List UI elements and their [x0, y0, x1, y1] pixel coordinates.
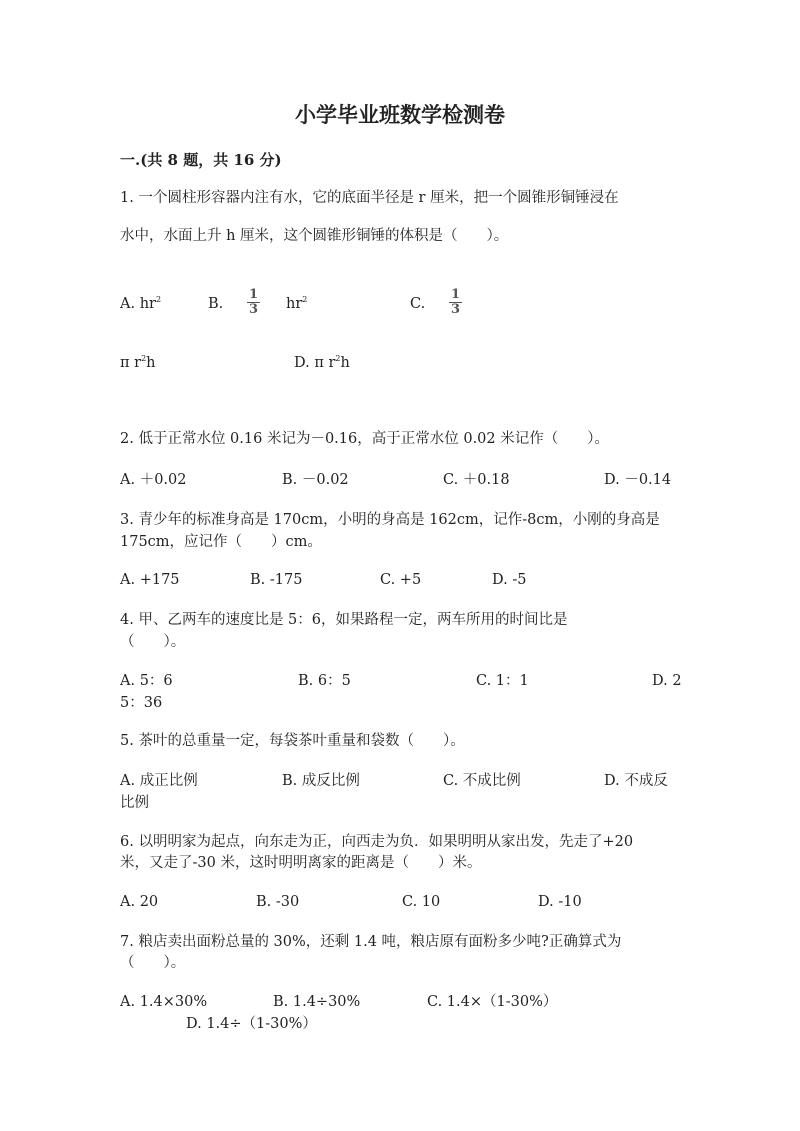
q4-option-d: D. 2: [652, 673, 682, 689]
q2-option-d: D. －0.14: [604, 472, 672, 488]
q1-option-c-exponent: 2: [141, 354, 147, 363]
question-7-line-2: （ ）。: [120, 955, 186, 971]
q1-option-c-tail: [120, 353, 156, 373]
question-1-line-1: 1. 一个圆柱形容器内注有水，它的底面半径是 r 厘米，把一个圆锥形铜锤浸在: [120, 190, 619, 206]
question-2: 2. 低于正常水位 0.16 米记为－0.16，高于正常水位 0.02 米记作（ ）。: [120, 431, 609, 447]
question-1-line-2: 水中，水面上升 h 厘米，这个圆锥形铜锤的体积是（ ）。: [120, 228, 509, 244]
q1-option-c-label: C.: [410, 296, 426, 312]
q5-option-a: A. 成正比例: [120, 773, 198, 789]
question-3-line-2: 175cm，应记作（ ）cm。: [120, 534, 322, 550]
q1-option-a-text: A. hr: [120, 296, 156, 312]
q5-option-b: B. 成反比例: [282, 773, 360, 789]
q1-option-b-exponent: 2: [302, 295, 308, 304]
q4-option-a: A. 5：6: [120, 673, 173, 689]
q2-option-b: B. －0.02: [282, 472, 349, 488]
q1-option-b-fraction: [247, 288, 260, 319]
q4-option-d-continued: 5：36: [120, 695, 163, 711]
q1-option-a: [120, 294, 161, 314]
question-4-line-1: 4. 甲、乙两车的速度比是 5：6，如果路程一定，两车所用的时间比是: [120, 612, 568, 628]
section-heading: 一.(共 8 题，共 16 分): [120, 151, 282, 169]
q2-option-c: C. ＋0.18: [443, 472, 510, 488]
q5-option-c: C. 不成比例: [443, 773, 521, 789]
q1-option-c-tail-suffix: h: [146, 355, 156, 371]
q1-option-b-tail: [286, 294, 307, 314]
question-6-line-1: 6. 以明明家为起点，向东走为正，向西走为负．如果明明从家出发，先走了+20: [120, 834, 634, 850]
q6-option-b: B. -30: [256, 894, 300, 910]
q7-option-d: D. 1.4÷（1-30%）: [186, 1016, 317, 1032]
q1-option-a-exponent: 2: [155, 295, 162, 304]
page-title: 小学毕业班数学检测卷: [295, 102, 505, 127]
q2-option-a: A. ＋0.02: [120, 472, 187, 488]
q1-option-c-fraction: [449, 288, 462, 319]
q1-option-b-denominator: 3: [249, 302, 259, 317]
q1-option-c-denominator: 3: [451, 302, 461, 317]
q7-option-c: C. 1.4×（1-30%）: [427, 994, 558, 1010]
q1-option-d: [294, 353, 350, 373]
q5-option-d: D. 不成反: [604, 773, 668, 789]
q1-option-b-label: B.: [208, 296, 224, 312]
q3-option-b: B. -175: [250, 572, 303, 588]
q1-option-b-numerator: 1: [249, 287, 259, 302]
q1-option-d-suffix: h: [340, 355, 350, 371]
q4-option-b: B. 6：5: [298, 673, 351, 689]
q7-option-a: A. 1.4×30%: [120, 994, 208, 1010]
question-3-line-1: 3. 青少年的标准身高是 170cm，小明的身高是 162cm，记作-8cm，小刚的身高是: [120, 512, 660, 528]
q6-option-c: C. 10: [402, 894, 441, 910]
q3-option-a: A. +175: [120, 572, 180, 588]
q1-option-d-exponent: 2: [335, 354, 341, 363]
q1-option-c-numerator: 1: [451, 287, 461, 302]
question-4-line-2: （ ）。: [120, 634, 186, 650]
q1-option-d-text: D. π r: [294, 355, 336, 371]
q5-option-d-continued: 比例: [120, 795, 149, 811]
q1-option-b-tail-text: hr: [286, 296, 303, 312]
question-6-line-2: 米，又走了-30 米，这时明明离家的距离是（ ）米。: [120, 855, 482, 871]
q1-option-c-tail-prefix: π r: [120, 355, 142, 371]
question-7-line-1: 7. 粮店卖出面粉总量的 30%，还剩 1.4 吨，粮店原有面粉多少吨?正确算式为: [120, 934, 622, 950]
q6-option-d: D. -10: [538, 894, 582, 910]
q6-option-a: A. 20: [120, 894, 159, 910]
q4-option-c: C. 1：1: [476, 673, 529, 689]
q3-option-d: D. -5: [492, 572, 527, 588]
q7-option-b: B. 1.4÷30%: [273, 994, 361, 1010]
question-5: 5. 茶叶的总重量一定，每袋茶叶重量和袋数（ ）。: [120, 733, 465, 749]
q3-option-c: C. +5: [380, 572, 422, 588]
